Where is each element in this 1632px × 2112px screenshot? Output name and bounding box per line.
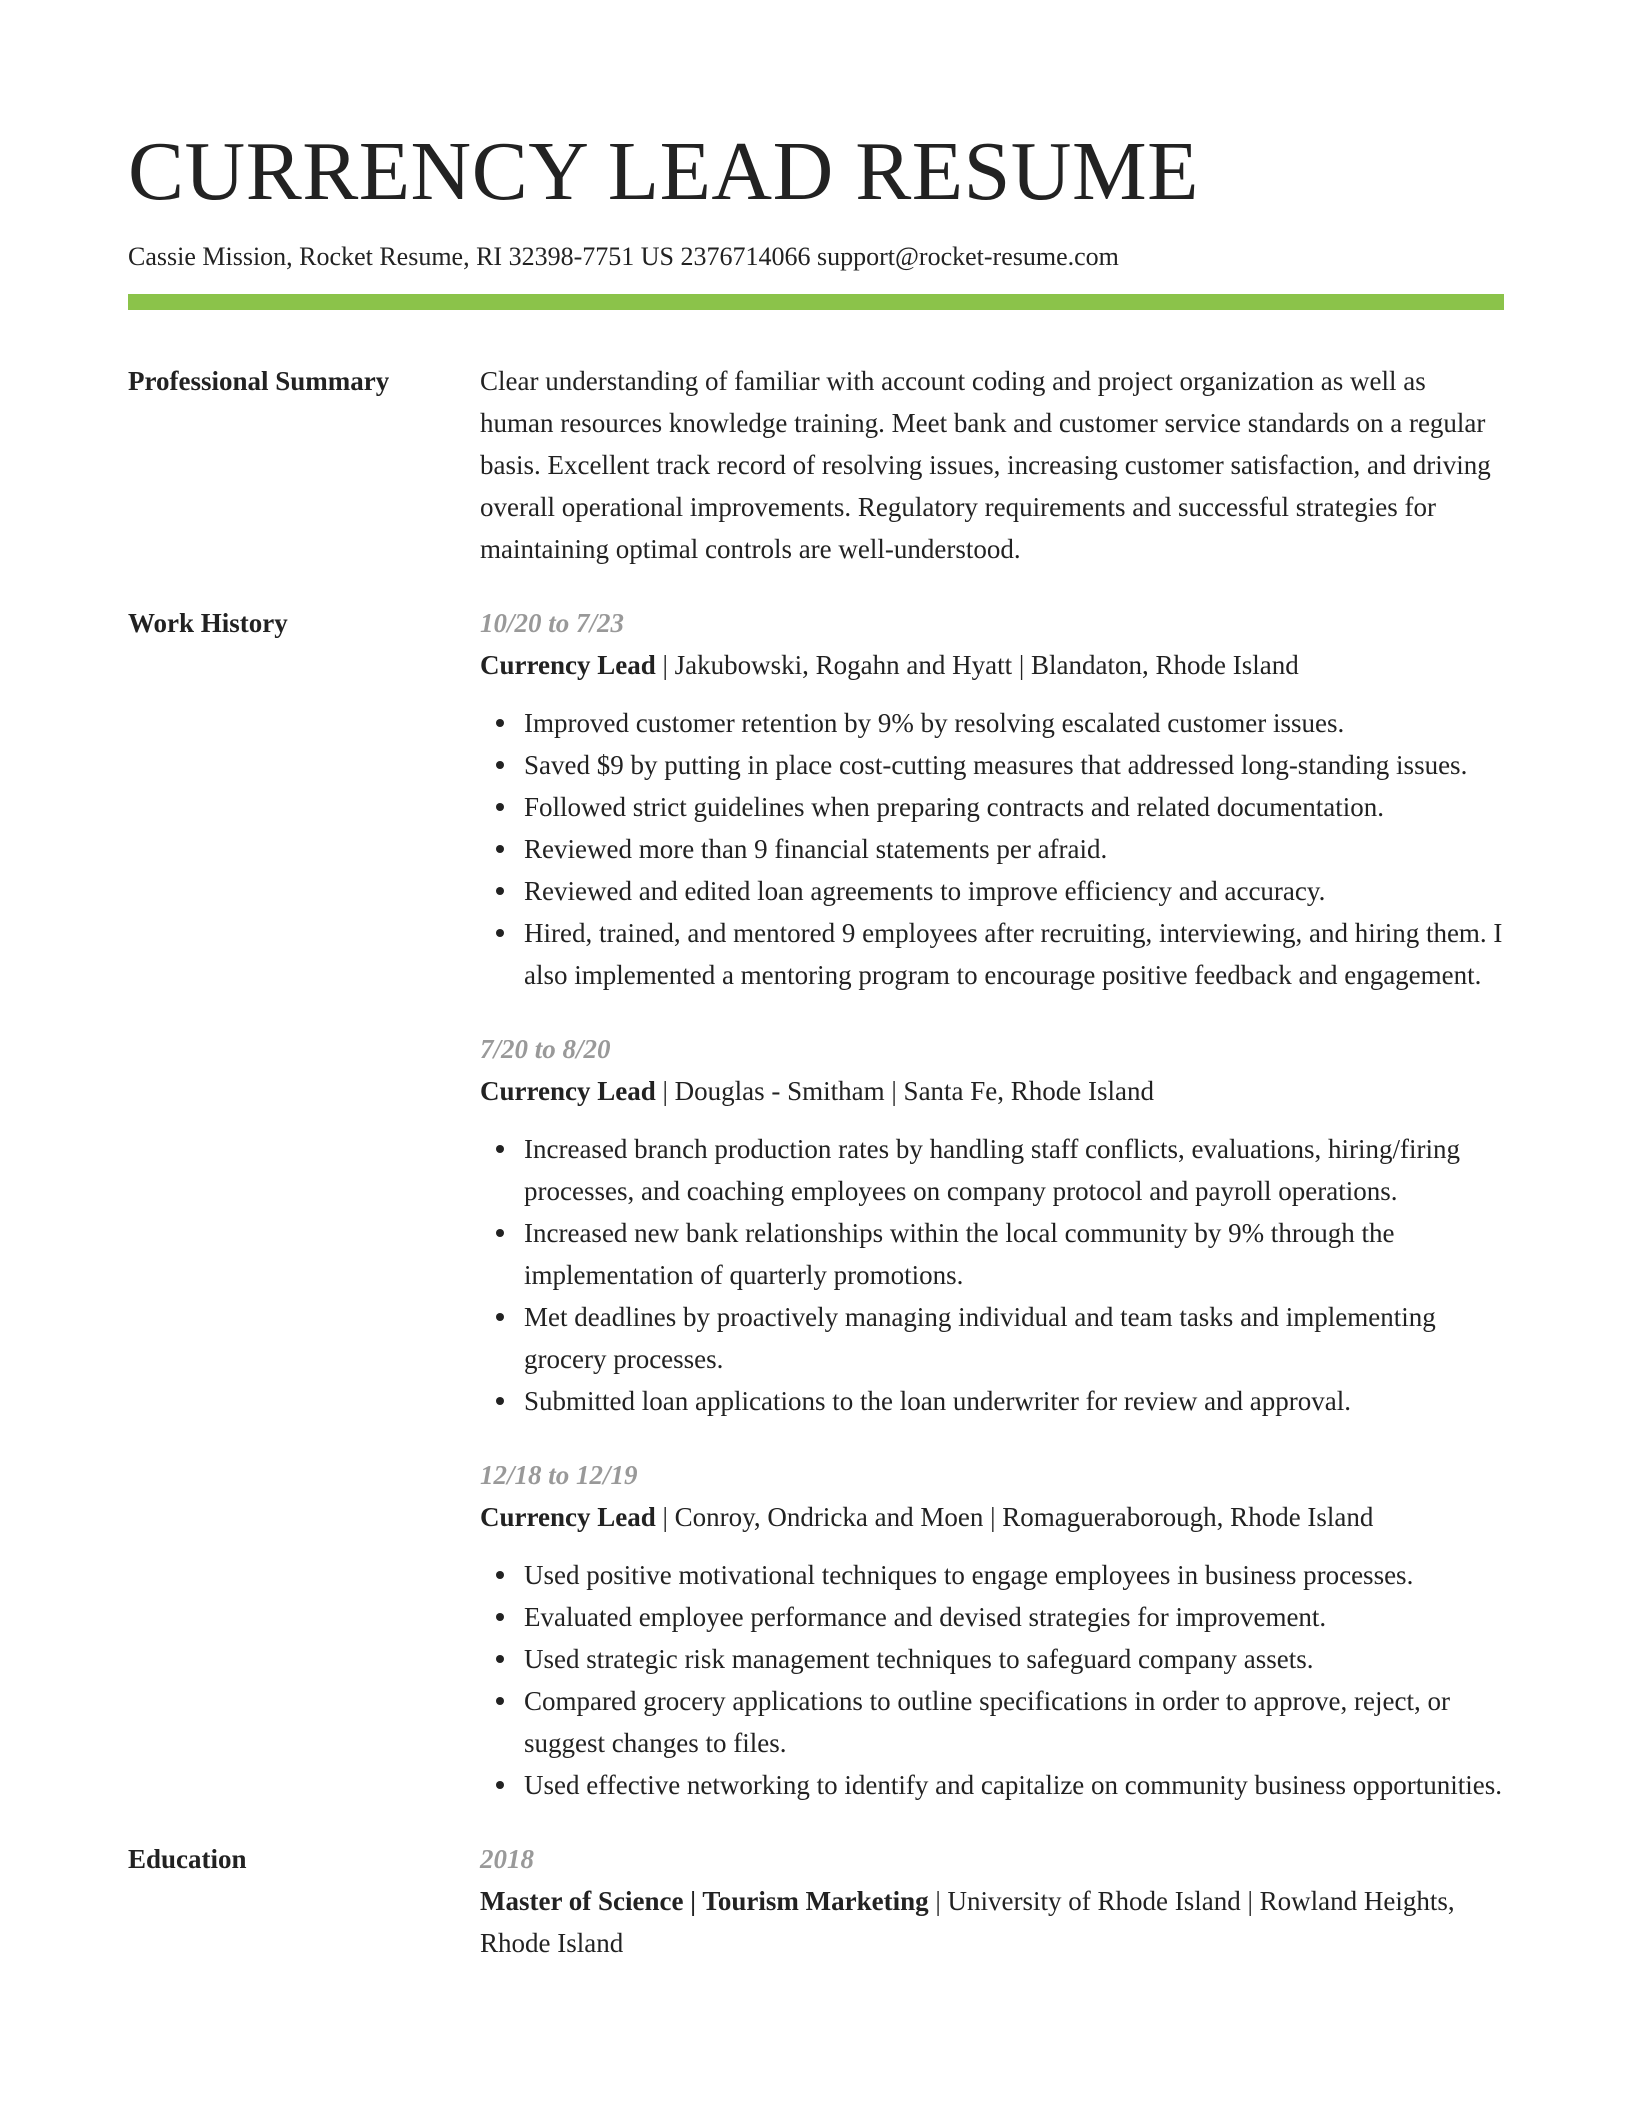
header-divider	[128, 294, 1504, 310]
resume-title: CURRENCY LEAD RESUME	[128, 125, 1199, 218]
job-dates: 7/20 to 8/20	[480, 1034, 611, 1064]
job-dates: 12/18 to 12/19	[480, 1460, 638, 1490]
education-body	[480, 1838, 1504, 1964]
list-item: Used positive motivational techniques to engage employees in business processes.	[524, 1554, 1504, 1596]
job-bullets	[480, 1554, 1504, 1806]
list-item: Saved $9 by putting in place cost-cutting measures that addressed long-standing issues.	[524, 744, 1504, 786]
job-heading	[480, 644, 1504, 686]
job-bullets	[480, 702, 1504, 996]
work-history-section	[128, 602, 1504, 1806]
list-item: Improved customer retention by 9% by resolving escalated customer issues.	[524, 702, 1504, 744]
section-label-work-history: Work History	[128, 608, 288, 638]
list-item: Increased branch production rates by handling staff conflicts, evaluations, hiring/firing processes, and coaching employees on company protocol and payroll operations.	[524, 1128, 1504, 1212]
list-item: Used strategic risk management techniques to safeguard company assets.	[524, 1638, 1504, 1680]
summary-text: Clear understanding of familiar with account coding and project organization as well as human resources knowledge training. Meet bank and customer service standards on a regular basis. Excellent track record of resolving issues, increasing customer satisfaction, and driving overall operational improvements. Regulatory requirements and successful strategies for maintaining optimal controls are well-understood.	[480, 366, 1491, 564]
list-item: Compared grocery applications to outline specifications in order to approve, reject, or suggest changes to files.	[524, 1680, 1504, 1764]
resume-page	[128, 0, 1504, 1964]
job-entry	[480, 602, 1504, 996]
education-heading	[480, 1880, 1504, 1964]
list-item: Hired, trained, and mentored 9 employees after recruiting, interviewing, and hiring them. I also implemented a mentoring program to encourage positive feedback and engagement.	[524, 912, 1504, 996]
school-location: | University of Rhode Island | Rowland Heights, Rhode Island	[480, 1886, 1455, 1958]
section-label-education: Education	[128, 1844, 247, 1874]
education-year: 2018	[480, 1844, 534, 1874]
professional-summary-section	[128, 360, 1504, 570]
work-history-body	[480, 602, 1504, 1806]
section-label-summary: Professional Summary	[128, 366, 390, 396]
list-item: Followed strict guidelines when preparing contracts and related documentation.	[524, 786, 1504, 828]
job-employer-location: | Jakubowski, Rogahn and Hyatt | Blandaton, Rhode Island	[655, 650, 1299, 680]
job-title: Currency Lead	[480, 650, 656, 680]
education-section	[128, 1838, 1504, 1964]
job-heading	[480, 1070, 1504, 1112]
list-item: Submitted loan applications to the loan underwriter for review and approval.	[524, 1380, 1504, 1422]
job-employer-location: | Douglas - Smitham | Santa Fe, Rhode Island	[655, 1076, 1155, 1106]
job-title: Currency Lead	[480, 1502, 656, 1532]
list-item: Reviewed and edited loan agreements to improve efficiency and accuracy.	[524, 870, 1504, 912]
job-employer-location: | Conroy, Ondricka and Moen | Romagueraborough, Rhode Island	[655, 1502, 1374, 1532]
list-item: Used effective networking to identify and capitalize on community business opportunities.	[524, 1764, 1504, 1806]
job-title: Currency Lead	[480, 1076, 656, 1106]
job-entry	[480, 1028, 1504, 1422]
job-entry	[480, 1454, 1504, 1806]
list-item: Met deadlines by proactively managing individual and team tasks and implementing grocery processes.	[524, 1296, 1504, 1380]
list-item: Evaluated employee performance and devised strategies for improvement.	[524, 1596, 1504, 1638]
job-heading	[480, 1496, 1504, 1538]
job-dates: 10/20 to 7/23	[480, 608, 625, 638]
job-bullets	[480, 1128, 1504, 1422]
degree-title: Master of Science | Tourism Marketing	[480, 1886, 929, 1916]
list-item: Reviewed more than 9 financial statements per afraid.	[524, 828, 1504, 870]
contact-line: Cassie Mission, Rocket Resume, RI 32398-7751 US 2376714066 support@rocket-resume.com	[128, 242, 1119, 271]
list-item: Increased new bank relationships within the local community by 9% through the implementation of quarterly promotions.	[524, 1212, 1504, 1296]
